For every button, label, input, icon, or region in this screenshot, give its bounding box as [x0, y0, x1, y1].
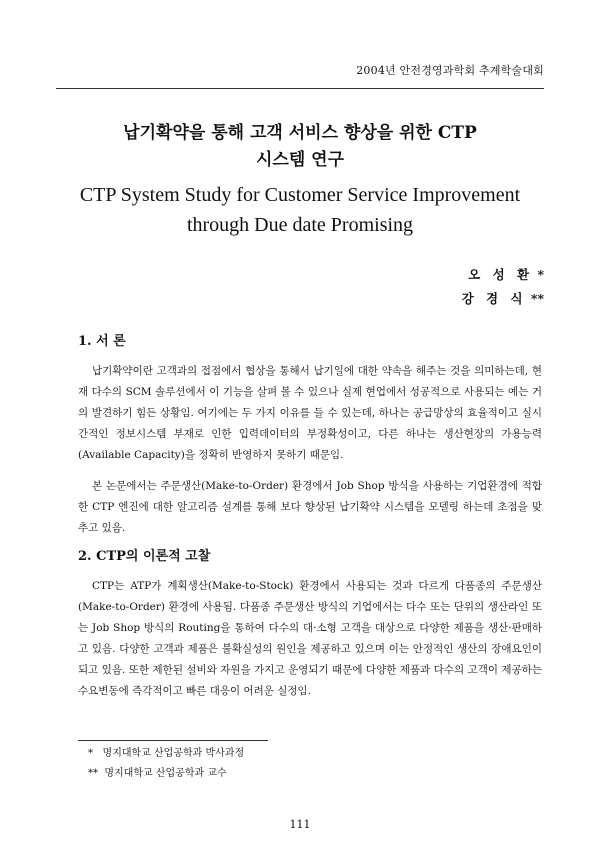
- footnotes: [88, 744, 244, 784]
- section-paragraph: 납기확약이란 고객과의 접점에서 협상을 통해서 납기일에 대한 약속을 해주는 것을 의미하는데, 현재 다수의 SCM 솔루션에서 이 기능을 살펴 볼 수 있으나 실제 현업에서 성공적으로 사용되는 예는 거의 발견하기 힘든 상황임. 여기에는 두 가지 이유를 들 수 있는데, 하나는 공급망상의 효율적이고 실시간적인 정보시스템 부재로 인한 입력데이터의 부정확성이고, 다른 하나는 생산현장의 가용능력(Available Capacity)을 정확히 반영하지 못하기 때문임.: [78, 365, 542, 461]
- header-rule: [56, 88, 544, 89]
- author-2: [462, 287, 544, 311]
- footnote-mark: *: [88, 748, 93, 759]
- title-korean-line-2: 시스템 연구: [255, 150, 345, 170]
- author-name: 오 성 환: [468, 267, 534, 282]
- author-name: 강 경 식: [461, 291, 527, 306]
- section-ctp-theory: [78, 545, 542, 702]
- author-1: [462, 263, 544, 287]
- footnote-mark: **: [88, 768, 98, 779]
- section-paragraph: CTP는 ATP가 계획생산(Make-to-Stock) 환경에서 사용되는 것과 다르게 다품종의 주문생산(Make-to-Order) 환경에 사용됨. 다품종 주문생산 방식의 기업에서는 다수 또는 단위의 생산라인 또는 Job Shop 방식의 Routing을 통하여 다수의 대·소형 고객을 대상으로 다양한 제품을 생산·판매하고 있음. 다양한 고객과 제품은 불확실성의 원인을 제공하고 있으며 이는 안정적인 생산의 장애요인이 되고 있음. 또한 제한된 설비와 자원을 가지고 운영되기 때문에 다양한 제품과 다수의 고객이 제공하는 수요변동에 즉각적이고 빠른 대응이 어려운 실정임.: [78, 580, 542, 697]
- title-english: [56, 180, 544, 240]
- footnote-1: [88, 744, 244, 764]
- footnote-2: [88, 764, 244, 784]
- running-header: 2004년 안전경영과학회 추계학술대회: [356, 64, 544, 77]
- title-english-line-2: through Due date Promising: [186, 214, 414, 236]
- title-english-line-1: CTP System Study for Customer Service Improvement: [79, 184, 521, 206]
- page-number: 111: [289, 818, 311, 831]
- title-block: [56, 120, 544, 240]
- title-korean-line-1: 납기확약을 통해 고객 서비스 향상을 위한 CTP: [123, 123, 477, 143]
- author-affiliation-mark: *: [537, 267, 544, 282]
- section-heading: 2. CTP의 이론적 고찰: [78, 549, 211, 564]
- footnote-rule: [78, 740, 268, 741]
- author-affiliation-mark: **: [530, 291, 544, 306]
- section-paragraph: 본 논문에서는 주문생산(Make-to-Order) 환경에서 Job Shop 방식을 사용하는 기업환경에 적합한 CTP 엔진에 대한 알고리즘 설계를 통해 보다 향상된 납기확약 시스템을 모델링 하는데 초점을 맞추고 있음.: [78, 480, 542, 534]
- section-introduction: [78, 330, 542, 539]
- footnote-text: 명지대학교 산업공학과 박사과정: [102, 748, 245, 759]
- footnote-text: 명지대학교 산업공학과 교수: [104, 768, 227, 779]
- section-heading: 1. 서 론: [78, 334, 126, 349]
- author-list: [462, 263, 544, 311]
